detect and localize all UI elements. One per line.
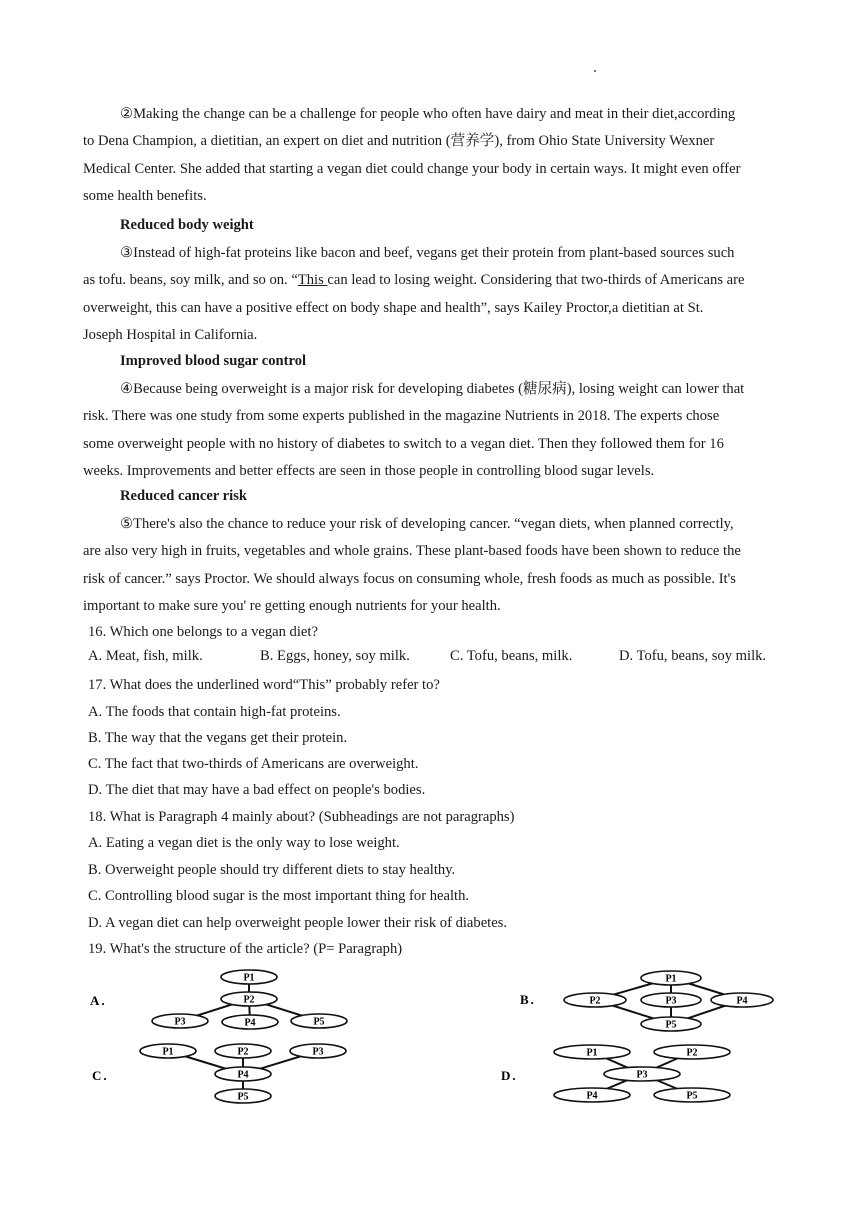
question-17-stem: 17. What does the underlined word“This” probably refer to? (88, 677, 440, 693)
text-line: ⑤There's also the chance to reduce your risk of developing cancer. “vegan diets, when planned correctly, (120, 516, 734, 532)
node-label: P3 (174, 1016, 186, 1028)
option-b[interactable]: B. The way that the vegans get their protein. (88, 730, 348, 746)
node-label: P5 (313, 1016, 325, 1028)
text-line: ③Instead of high-fat proteins like bacon and beef, vegans get their protein from plant-based sources such (120, 245, 735, 261)
text-segment: can lead to losing weight. Considering that two-thirds of Americans are (327, 272, 745, 289)
text-line: risk. There was one study from some experts published in the magazine Nutrients in 2018. The experts chose (83, 408, 720, 425)
node-label: P4 (237, 1069, 249, 1081)
node-label: P2 (589, 995, 601, 1007)
option-c[interactable]: C. Controlling blood sugar is the most important thing for health. (88, 888, 470, 904)
node-label: P1 (162, 1046, 174, 1058)
question-19-stem: 19. What's the structure of the article? (P= Paragraph) (88, 941, 403, 957)
node-label: P1 (586, 1047, 598, 1059)
option-d[interactable]: D. A vegan diet can help overweight people lower their risk of diabetes. (88, 915, 508, 931)
underlined-word-this: This (297, 272, 328, 289)
node-label: P3 (665, 995, 677, 1007)
diagram-option-d: D. (501, 1068, 518, 1083)
text-line: overweight, this can have a positive effect on body shape and health”, says Kailey Proctor,a dietitian at St. (83, 299, 704, 316)
node-label: P1 (243, 972, 255, 984)
node-label: P5 (686, 1090, 698, 1102)
node-label: P3 (636, 1069, 648, 1081)
node-label: P4 (586, 1090, 598, 1102)
text-segment: as tofu. beans, soy milk, and so on. “ (83, 272, 298, 289)
text-line: important to make sure you' re getting enough nutrients for your health. (83, 598, 501, 615)
text-line: some health benefits. (83, 188, 207, 205)
text-line: Joseph Hospital in California. (83, 327, 258, 344)
node-label: P5 (665, 1019, 677, 1031)
diagram-option-a: A. (90, 993, 107, 1008)
diagram-option-b: B. (520, 992, 536, 1007)
text-line: ②Making the change can be a challenge for people who often have dairy and meat in their diet,according (120, 106, 736, 122)
node-label: P3 (312, 1046, 324, 1058)
diagram-option-c: C. (92, 1068, 109, 1083)
question-18-stem: 18. What is Paragraph 4 mainly about? (Subheadings are not paragraphs) (88, 809, 515, 825)
node-label: P2 (243, 994, 255, 1006)
option-a[interactable]: A. Eating a vegan diet is the only way to lose weight. (88, 835, 400, 851)
node-label: P4 (244, 1017, 256, 1029)
node-label: P2 (686, 1047, 698, 1059)
text-line: some overweight people with no history of diabetes to switch to a vegan diet. Then they followed them for 16 (83, 435, 724, 452)
option-a[interactable]: A. The foods that contain high-fat proteins. (88, 704, 341, 720)
text-line: to Dena Champion, a dietitian, an expert on diet and nutrition (营养学), from Ohio State University Wexner (83, 133, 715, 150)
subheading-cancer-risk: Reduced cancer risk (120, 488, 248, 504)
text-line: weeks. Improvements and better effects are seen in those people in controlling blood sugar levels. (83, 463, 655, 480)
option-d[interactable]: D. The diet that may have a bad effect on people's bodies. (88, 782, 426, 798)
option-c[interactable]: C. Tofu, beans, milk. (450, 648, 573, 664)
node-label: P2 (237, 1046, 249, 1058)
option-d[interactable]: D. Tofu, beans, soy milk. (619, 648, 767, 664)
option-b[interactable]: B. Eggs, honey, soy milk. (260, 648, 410, 664)
text-line: Medical Center. She added that starting a vegan diet could change your body in certain ways. It might even offer (83, 160, 741, 177)
text-line: are also very high in fruits, vegetables and whole grains. These plant-based foods have been shown to reduce the (83, 543, 741, 560)
option-b[interactable]: B. Overweight people should try different diets to stay healthy. (88, 862, 456, 878)
subheading-body-weight: Reduced body weight (120, 217, 254, 233)
text-line: risk of cancer.” says Proctor. We should always focus on consuming whole, fresh foods as much as possible. It's (83, 570, 736, 587)
option-a[interactable]: A. Meat, fish, milk. (88, 648, 203, 664)
node-label: P5 (237, 1091, 249, 1103)
question-16-stem: 16. Which one belongs to a vegan diet? (88, 624, 318, 640)
node-label: P4 (736, 995, 748, 1007)
text-line: ④Because being overweight is a major risk for developing diabetes (糖尿病), losing weight can lower that (120, 381, 745, 397)
option-c[interactable]: C. The fact that two-thirds of Americans are overweight. (88, 756, 419, 772)
subheading-blood-sugar: Improved blood sugar control (120, 353, 307, 369)
node-label: P1 (665, 973, 677, 985)
